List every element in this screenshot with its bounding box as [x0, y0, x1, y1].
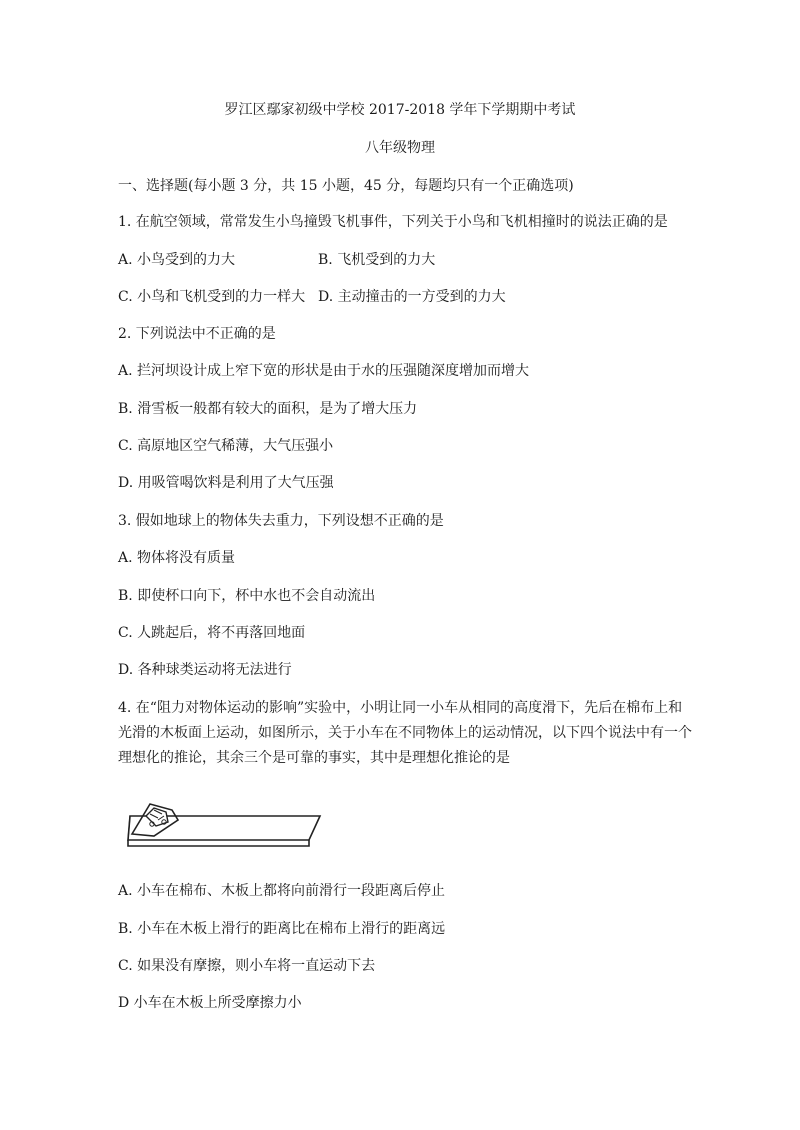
question-2-option-c: C. 高原地区空气稀薄，大气压强小 [118, 438, 334, 454]
question-4-stem-line-2: 光滑的木板面上运动，如图所示，关于小车在不同物体上的运动情况，以下四个说法中有一个 [118, 725, 692, 741]
question-4-stem-line-1: 4. 在“阻力对物体运动的影响”实验中，小明让同一小车从相同的高度滑下，先后在棉布上和 [118, 700, 683, 716]
question-2-stem: 2. 下列说法中不正确的是 [118, 326, 276, 342]
question-3-option-a: A. 物体将没有质量 [118, 550, 236, 566]
question-1-stem: 1. 在航空领域，常常发生小鸟撞毁飞机事件，下列关于小鸟和飞机相撞时的说法正确的是 [118, 214, 668, 230]
question-3-option-b: B. 即使杯口向下，杯中水也不会自动流出 [118, 588, 376, 604]
question-4-stem-line-3: 理想化的推论，其余三个是可靠的事实，其中是理想化推论的是 [118, 750, 510, 766]
question-4-option-b: B. 小车在木板上滑行的距离比在棉布上滑行的距离远 [118, 921, 446, 937]
question-4-option-a: A. 小车在棉布、木板上都将向前滑行一段距离后停止 [118, 883, 446, 899]
question-1-option-c: C. 小鸟和飞机受到的力一样大 [118, 289, 306, 305]
section-heading: 一、选择题(每小题 3 分，共 15 小题，45 分，每题均只有一个正确选项) [118, 178, 574, 194]
question-4-option-c: C. 如果没有摩擦，则小车将一直运动下去 [118, 958, 376, 974]
question-3-stem: 3. 假如地球上的物体失去重力，下列设想不正确的是 [118, 513, 444, 529]
question-4-option-d: D 小车在木板上所受摩擦力小 [118, 995, 302, 1011]
exam-subtitle: 八年级物理 [365, 140, 435, 156]
question-1-option-a: A. 小鸟受到的力大 [118, 252, 236, 268]
question-2-option-d: D. 用吸管喝饮料是利用了大气压强 [118, 475, 334, 491]
question-3-option-c: C. 人跳起后，将不再落回地面 [118, 625, 306, 641]
question-2-option-b: B. 滑雪板一般都有较大的面积，是为了增大压力 [118, 401, 418, 417]
cart-ramp-figure [124, 796, 322, 856]
question-3-option-d: D. 各种球类运动将无法进行 [118, 662, 292, 678]
exam-title: 罗江区鄢家初级中学校 2017-2018 学年下学期期中考试 [224, 102, 576, 118]
question-1-option-b: B. 飞机受到的力大 [318, 252, 436, 268]
question-2-option-a: A. 拦河坝设计成上窄下宽的形状是由于水的压强随深度增加而增大 [118, 363, 530, 379]
question-1-option-d: D. 主动撞击的一方受到的力大 [318, 289, 506, 305]
